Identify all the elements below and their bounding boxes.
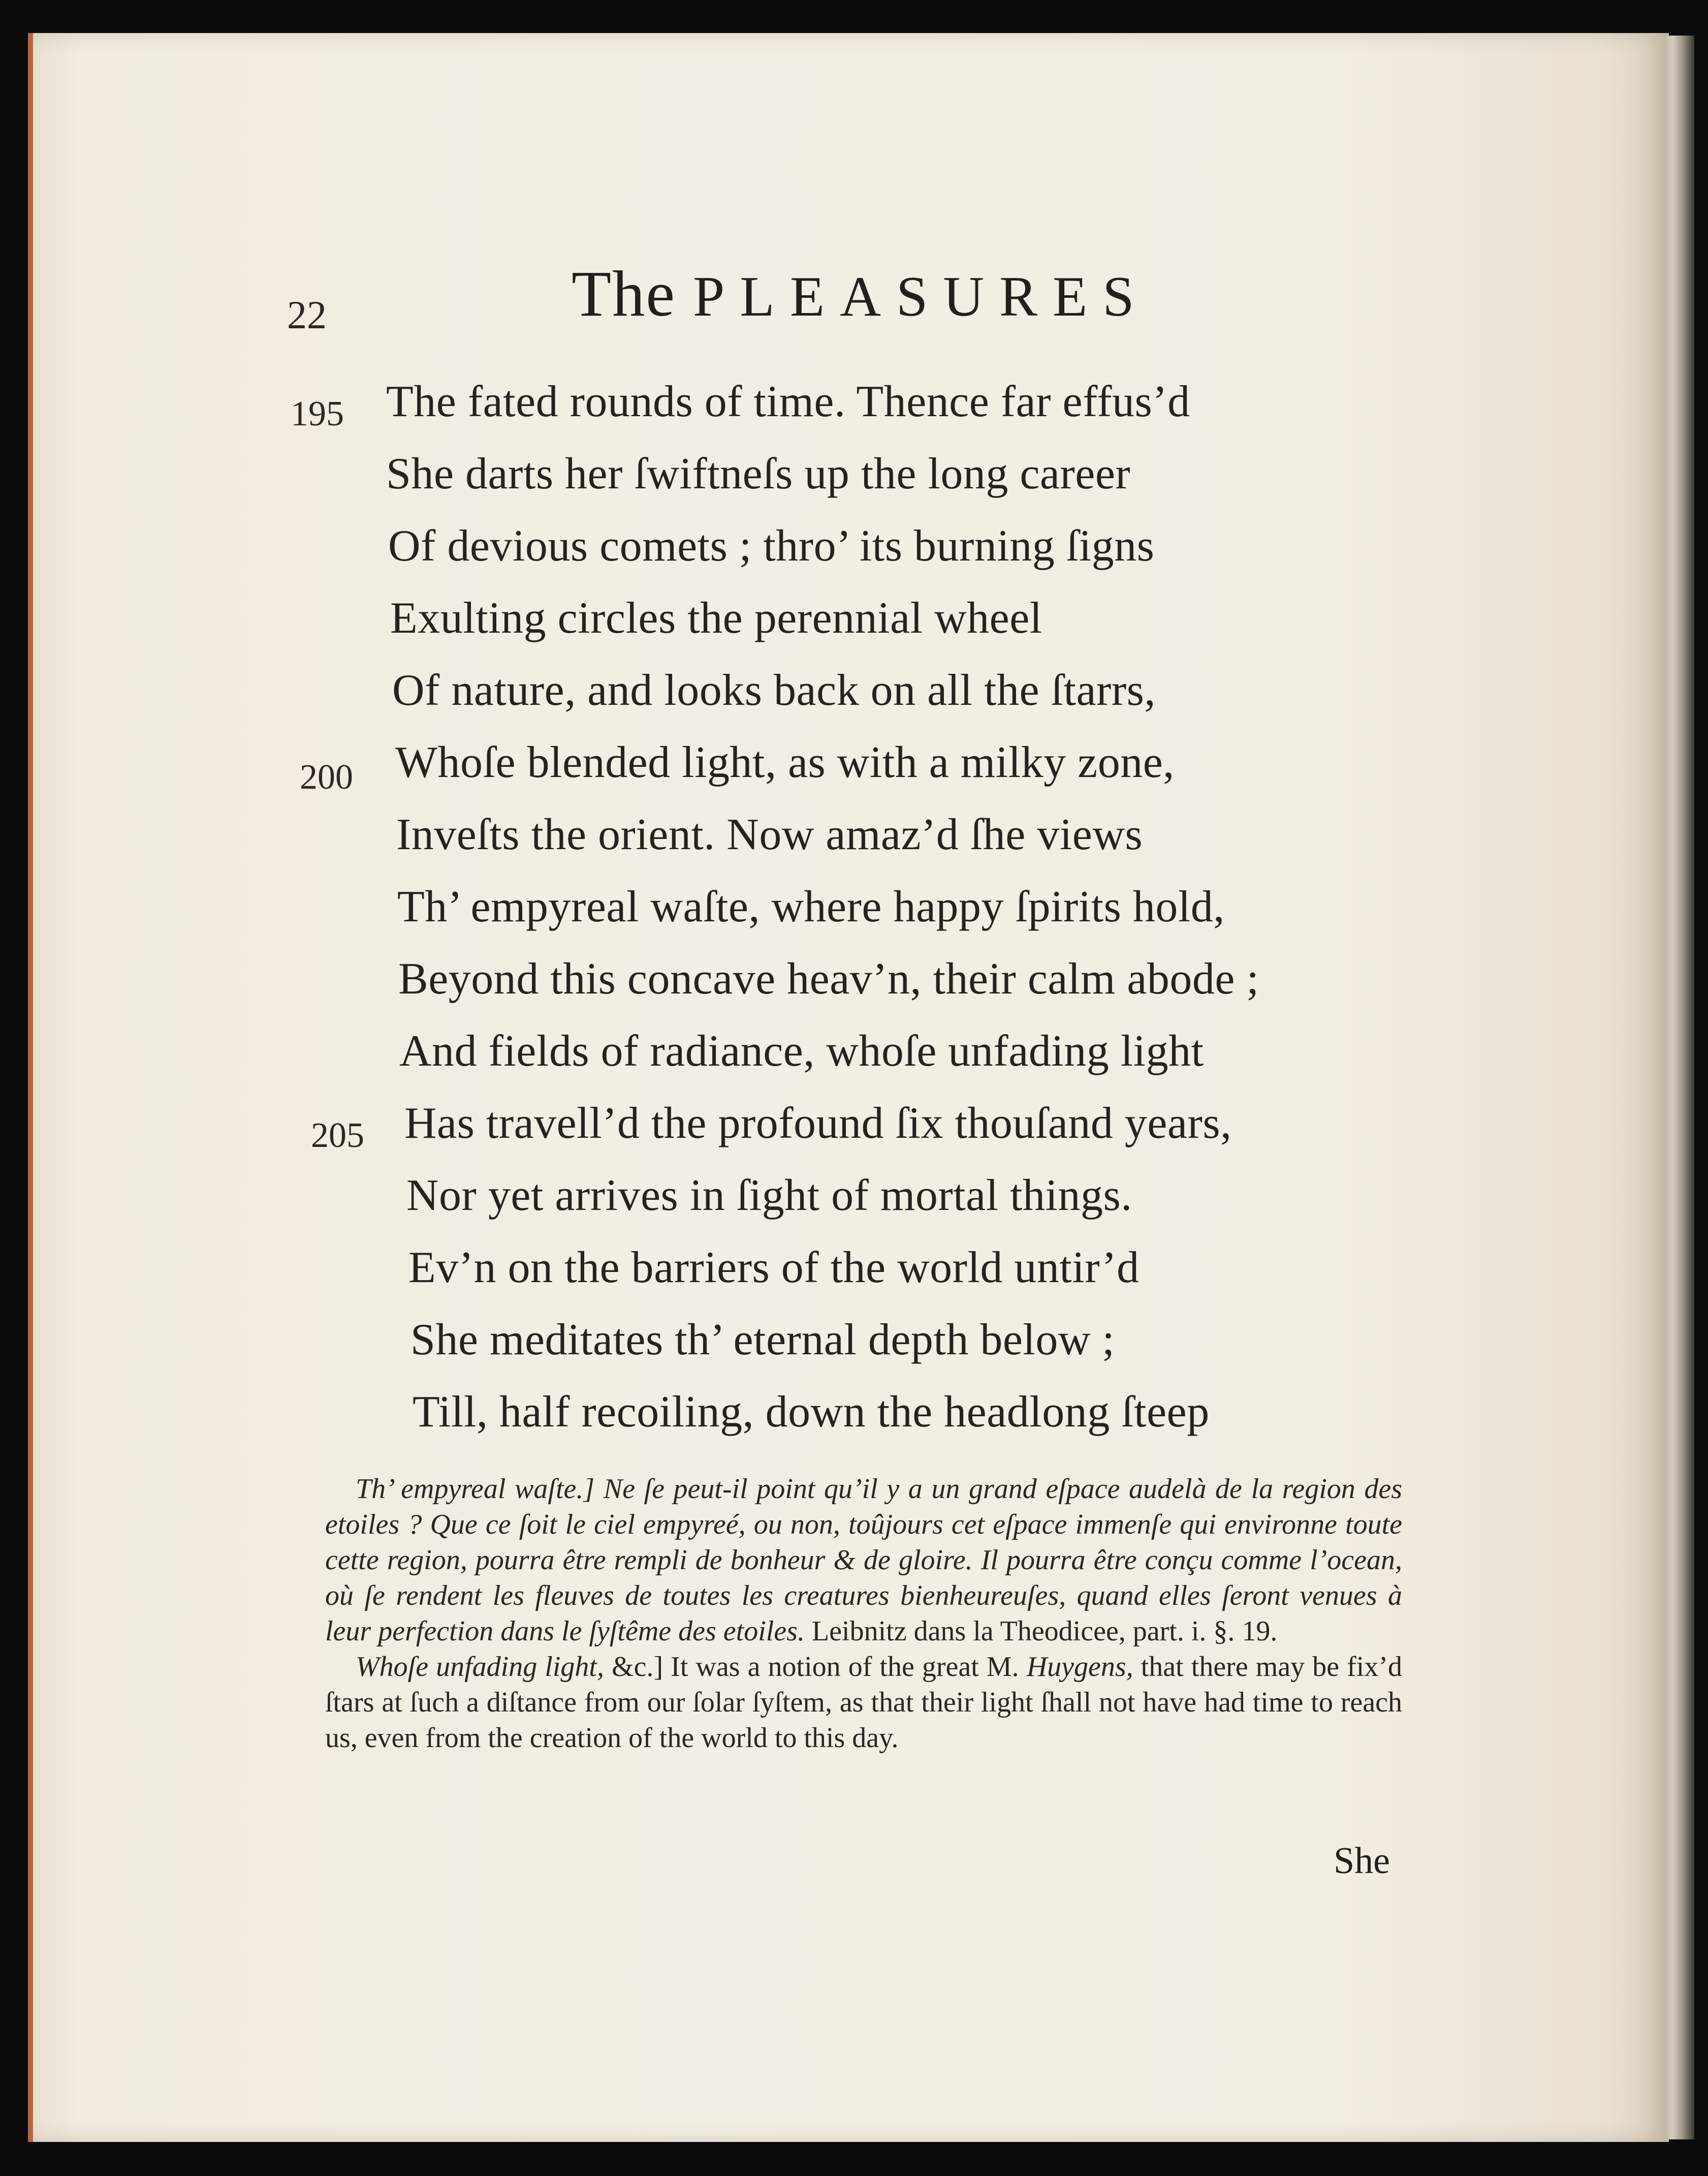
verse-line: Ev’n on the barriers of the world untir’d xyxy=(408,1243,1140,1292)
verse-line: Inveſts the orient. Now amaz’d ſhe views xyxy=(396,810,1143,859)
verse-line: She darts her ſwiftneſs up the long career xyxy=(386,449,1131,499)
verse-line: Exulting circles the perennial wheel xyxy=(390,594,1042,643)
footnote-lemma: Th’ empyreal waſte.] xyxy=(356,1473,595,1505)
verse-line: Beyond this concave heav’n, their calm abode ; xyxy=(398,954,1259,1004)
verse-line: Th’ empyreal waſte, where happy ſpirits hold, xyxy=(397,882,1225,931)
verse-line: And fields of radiance, whoſe unfading light xyxy=(399,1027,1204,1076)
verse-line: She meditates th’ eternal depth below ; xyxy=(410,1315,1115,1364)
footnote-lemma: Whoſe unfading light, xyxy=(356,1651,604,1683)
line-number: 200 xyxy=(300,758,353,797)
running-title xyxy=(572,257,1150,331)
footnote-text: &c.] It was a notion of the great M. xyxy=(612,1651,1019,1683)
verse-line: Till, half recoiling, down the headlong ſteep xyxy=(413,1387,1210,1437)
page-edge xyxy=(1664,36,1694,2139)
footnotes xyxy=(325,1471,1402,1756)
footnote-text: that there may be fix’d ſtars at ſuch a diſtance from our ſolar ſyſtem, as that their light ſhall not have had time to reach us, even from the creation of the world to this day. xyxy=(325,1651,1402,1754)
book-page xyxy=(28,33,1669,2142)
catchword: She xyxy=(1334,1840,1390,1882)
verse-line: Whoſe blended light, as with a milky zone, xyxy=(395,738,1175,787)
page-number: 22 xyxy=(287,293,327,337)
verse-line: Has travell’d the profound ſix thouſand years, xyxy=(404,1099,1232,1148)
footnote-2 xyxy=(325,1649,1402,1756)
verse-line: The fated rounds of time. Thence far effus’d xyxy=(386,377,1190,426)
verse-line: Of nature, and looks back on all the ſtarrs, xyxy=(392,666,1156,715)
footnote-source: Leibnitz dans la Theodicee, part. i. §. 19. xyxy=(811,1615,1278,1647)
page-header xyxy=(0,257,1708,338)
running-title-caps: PLEASURES xyxy=(693,265,1150,328)
verse-line: Of devious comets ; thro’ its burning ſigns xyxy=(388,521,1155,571)
footnote-1 xyxy=(325,1471,1402,1649)
footnote-quotation: Ne ſe peut-il point qu’il y a un grand eſpace audelà de la region des etoiles ? Que ce ſoit le ciel empyreé, ou non, toûjours cet eſpace immenſe qui environne toute cette region, pourra être rempli de bonheur & de gloire. Il pourra être conçu comme l’ocean, où ſe rendent les fleuves de toutes les creatures bienheureuſes, quand elles ſeront venues à leur perfection dans le ſyſtême des etoiles. xyxy=(325,1473,1403,1647)
line-number: 205 xyxy=(311,1116,364,1155)
verse-line: Nor yet arrives in ſight of mortal things. xyxy=(406,1171,1132,1220)
line-number: 195 xyxy=(291,394,344,433)
running-title-prefix: The xyxy=(572,258,676,330)
footnote-name: Huygens, xyxy=(1026,1651,1133,1683)
